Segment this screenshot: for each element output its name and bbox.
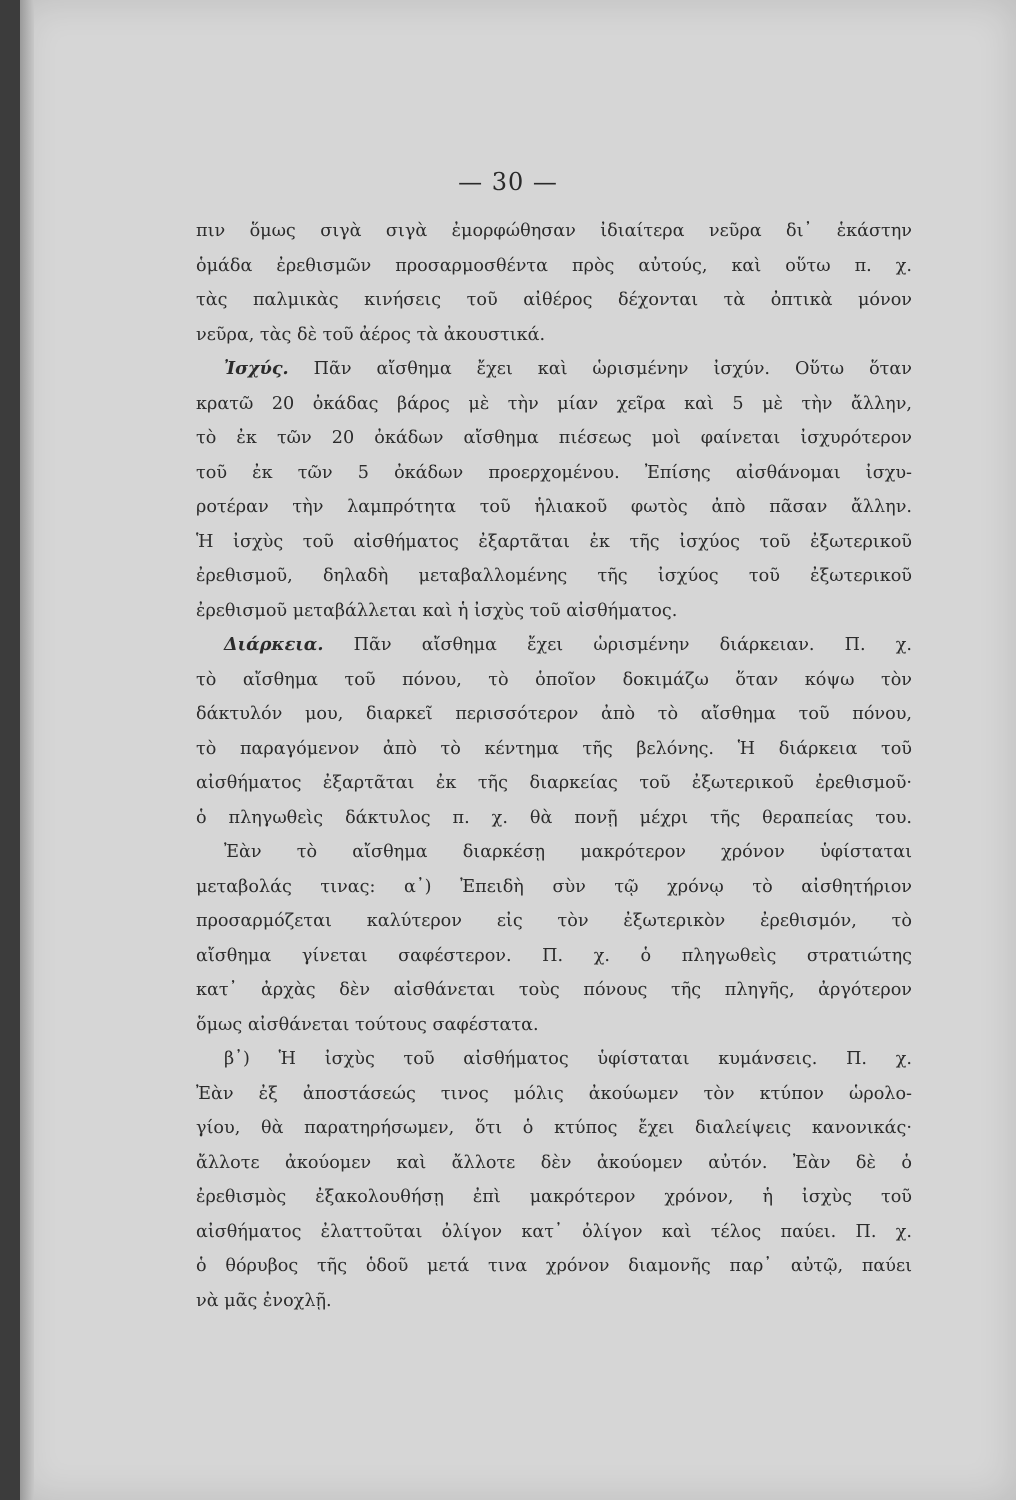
text-line: ἐρεθισμοῦ μεταβάλλεται καὶ ἡ ἰσχὺς τοῦ αἰσθήματος. bbox=[196, 600, 678, 621]
text-fragment: Πᾶν αἴσθημα ἔχει ὡρισμένην διάρκειαν. Π. χ. bbox=[323, 635, 912, 655]
text-line: ὅμως αἰσθάνεται τούτους σαφέστατα. bbox=[196, 1014, 539, 1035]
paragraph-diarkeia-first-line bbox=[196, 628, 912, 663]
text-line: νὰ μᾶς ἐνοχλῇ. bbox=[196, 1290, 332, 1311]
text-line: προσαρμόζεται καλύτερον εἰς τὸν ἐξωτερικὸν ἐρεθισμόν, τὸ bbox=[196, 911, 912, 931]
text-line: γίου, θὰ παρατηρήσωμεν, ὅτι ὁ κτύπος ἔχει διαλείψεις κανονικάς· bbox=[196, 1118, 912, 1138]
paragraph-ischys-first-line bbox=[196, 352, 912, 387]
text-line: ὁμάδα ἐρεθισμῶν προσαρμοσθέντα πρὸς αὐτούς, καὶ οὕτω π. χ. bbox=[196, 255, 912, 276]
text-line: τὰς παλμικὰς κινήσεις τοῦ αἰθέρος δέχονται τὰ ὀπτικὰ μόνον bbox=[196, 290, 912, 310]
text-line: ἄλλοτε ἀκούομεν καὶ ἄλλοτε δὲν ἀκούομεν αὐτόν. Ἐὰν δὲ ὁ bbox=[196, 1152, 912, 1173]
section-heading-ischys: Ἰσχύς. bbox=[224, 358, 289, 379]
text-line: Ἐὰν τὸ αἴσθημα διαρκέσῃ μακρότερον χρόνον ὑφίσταται bbox=[224, 842, 912, 862]
text-line: κατ᾿ ἀρχὰς δὲν αἰσθάνεται τοὺς πόνους τῆς πληγῆς, ἀργότερον bbox=[196, 980, 912, 1000]
text-line: ἐρεθισμὸς ἐξακολουθήσῃ ἐπὶ μακρότερον χρόνον, ἡ ἰσχὺς τοῦ bbox=[196, 1187, 912, 1207]
text-line: νεῦρα, τὰς δὲ τοῦ ἀέρος τὰ ἀκουστικά. bbox=[196, 324, 546, 345]
text-line: τὸ παραγόμενον ἀπὸ τὸ κέντημα τῆς βελόνης. Ἡ διάρκεια τοῦ bbox=[196, 738, 912, 759]
text-line: τὸ ἐκ τῶν 20 ὀκάδων αἴσθημα πιέσεως μοὶ φαίνεται ἰσχυρότερον bbox=[196, 428, 912, 448]
text-fragment: Πᾶν αἴσθημα ἔχει καὶ ὡρισμένην ἰσχύν. Οὕτω ὅταν bbox=[288, 359, 912, 379]
page-binding-edge bbox=[20, 0, 34, 1500]
text-line: μεταβολάς τινας: α᾿) Ἐπειδὴ σὺν τῷ χρόνῳ τὸ αἰσθητήριον bbox=[196, 876, 912, 897]
text-line: αἴσθημα γίνεται σαφέστερον. Π. χ. ὁ πληγωθεὶς στρατιώτης bbox=[196, 945, 912, 966]
section-heading-diarkeia: Διάρκεια. bbox=[224, 634, 324, 655]
text-line: β᾿) Ἡ ἰσχὺς τοῦ αἰσθήματος ὑφίσταται κυμάνσεις. Π. χ. bbox=[224, 1049, 912, 1069]
text-line: ὁ θόρυβος τῆς ὁδοῦ μετά τινα χρόνον διαμονῆς παρ᾿ αὐτῷ, παύει bbox=[196, 1256, 912, 1276]
text-line: ἐρεθισμοῦ, δηλαδὴ μεταβαλλομένης τῆς ἰσχύος τοῦ ἐξωτερικοῦ bbox=[196, 566, 912, 586]
text-line: πιν ὅμως σιγὰ σιγὰ ἐμορφώθησαν ἰδιαίτερα νεῦρα δι᾿ ἑκάστην bbox=[196, 221, 912, 241]
text-line: ὁ πληγωθεὶς δάκτυλος π. χ. θὰ πονῇ μέχρι τῆς θεραπείας του. bbox=[196, 807, 912, 828]
text-line: Ἡ ἰσχὺς τοῦ αἰσθήματος ἐξαρτᾶται ἐκ τῆς ἰσχύος τοῦ ἐξωτερικοῦ bbox=[196, 531, 912, 552]
text-line: τὸ αἴσθημα τοῦ πόνου, τὸ ὁποῖον δοκιμάζω ὅταν κόψω τὸν bbox=[196, 669, 912, 690]
text-line: αἰσθήματος ἐλαττοῦται ὀλίγον κατ᾿ ὀλίγον καὶ τέλος παύει. Π. χ. bbox=[196, 1221, 912, 1242]
text-line: ροτέραν τὴν λαμπρότητα τοῦ ἡλιακοῦ φωτὸς ἀπὸ πᾶσαν ἄλλην. bbox=[196, 497, 912, 517]
text-line: τοῦ ἐκ τῶν 5 ὀκάδων προερχομένου. Ἐπίσης αἰσθάνομαι ἰσχυ- bbox=[196, 462, 912, 483]
text-line: κρατῶ 20 ὀκάδας βάρος μὲ τὴν μίαν χεῖρα καὶ 5 μὲ τὴν ἄλλην, bbox=[196, 393, 912, 414]
page-body bbox=[196, 214, 912, 1318]
text-line: αἰσθήματος ἐξαρτᾶται ἐκ τῆς διαρκείας τοῦ ἐξωτερικοῦ ἐρεθισμοῦ· bbox=[196, 773, 912, 793]
page-number: — 30 — bbox=[458, 168, 558, 196]
text-line: Ἐὰν ἐξ ἀποστάσεώς τινος μόλις ἀκούωμεν τὸν κτύπον ὡρολο- bbox=[196, 1083, 912, 1104]
text-line: δάκτυλόν μου, διαρκεῖ περισσότερον ἀπὸ τὸ αἴσθημα τοῦ πόνου, bbox=[196, 704, 912, 724]
